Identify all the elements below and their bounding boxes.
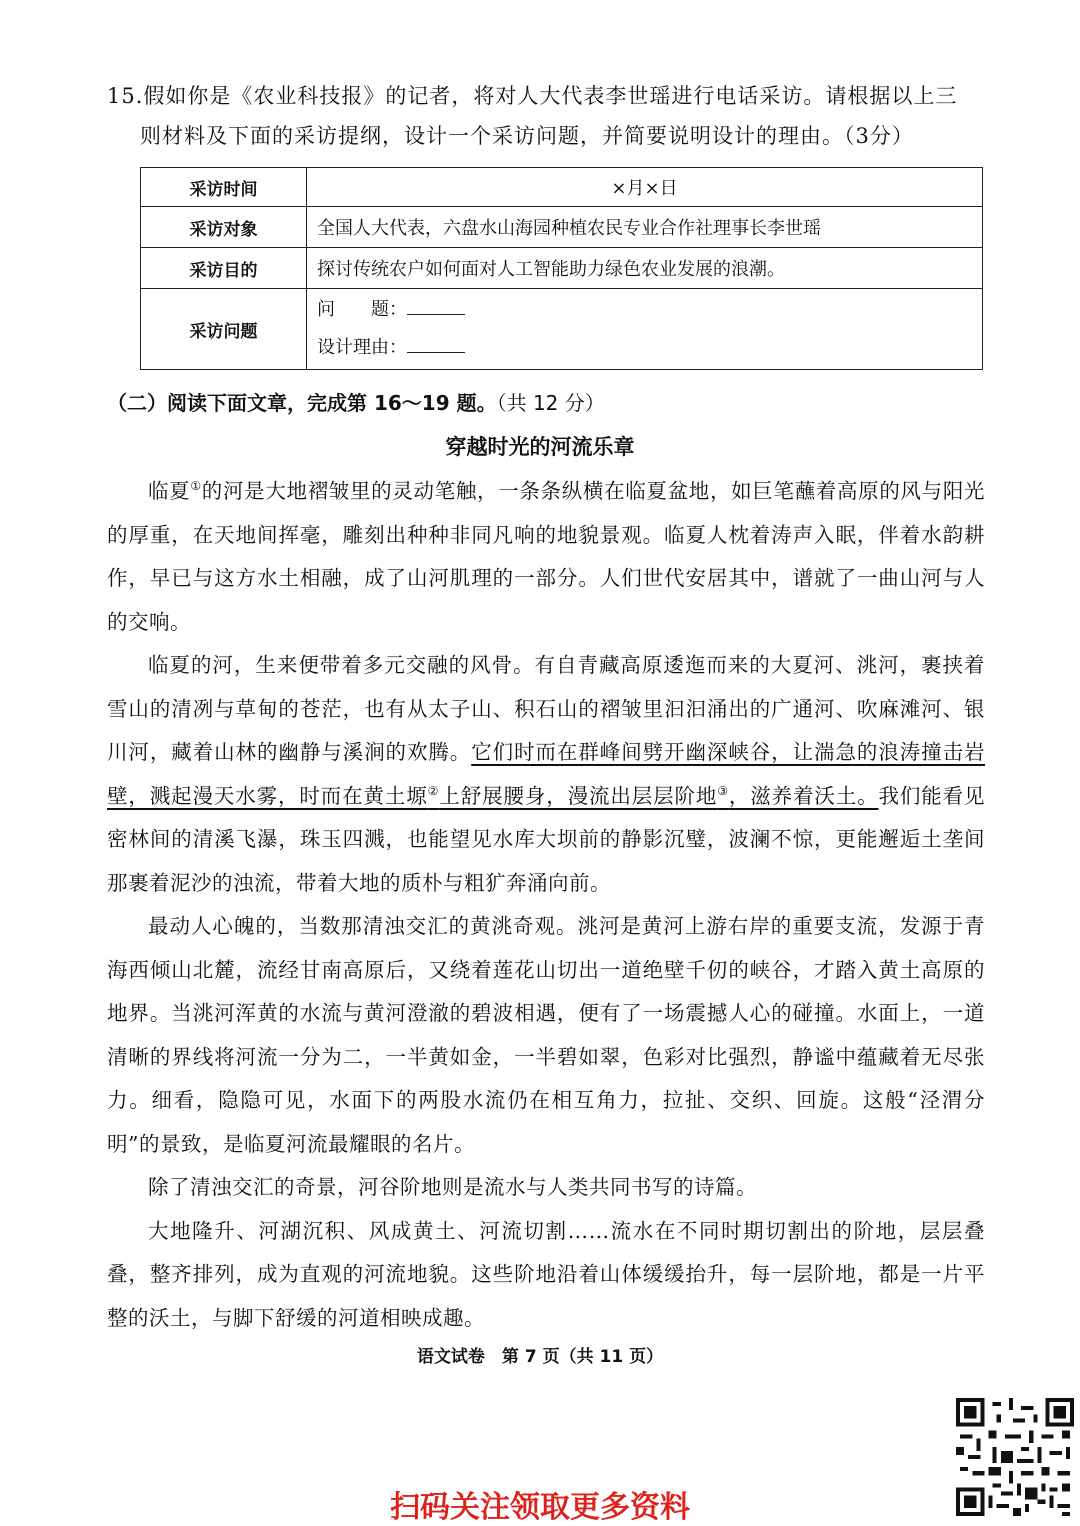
question-15-line1: 15.假如你是《农业科技报》的记者，将对人大代表李世瑶进行电话采访。请根据以上三 (107, 84, 958, 108)
row-label-time: 采访时间 (141, 168, 307, 207)
promo-text: 扫码关注领取更多资料 (390, 1490, 690, 1525)
row-label-question: 采访问题 (141, 289, 307, 370)
table-row (141, 168, 983, 207)
paragraph: 大地隆升、河湖沉积、风成黄土、河流切割……流水在不同时期切割出的阶地，层层叠叠，整齐排列，成为直观的河流地貌。这些阶地沿着山体缓缓抬升，每一层阶地，都是一片平整的沃土，与脚下舒缓的河道相映成趣。 (107, 1218, 985, 1330)
question-15-line2: 则材料及下面的采访提纲，设计一个采访问题，并简要说明设计的理由。（3分） (140, 124, 914, 148)
footnote-marker: ② (427, 783, 440, 798)
question-15 (107, 76, 987, 156)
text-run: 临夏的河，生来便带着多元交融的风骨。有自青藏高原逶迤而来的大夏河、洮河，裹挟着雪山的清冽与草甸的苍茫，也有从太子山、积石山的褶皱里汩汩涌出的广通河、吹麻滩河、银川河，藏着山林的幽静与溪涧的欢腾。 (107, 653, 985, 764)
text-run: 临夏 (148, 479, 191, 503)
section-heading (107, 387, 987, 419)
paragraph (107, 644, 985, 905)
table-row (141, 207, 983, 248)
row-label-subject: 采访对象 (141, 207, 307, 248)
article-title: 穿越时光的河流乐章 (445, 435, 635, 459)
reason-answer-blank[interactable] (407, 336, 465, 353)
section-score: （共 12 分） (496, 391, 605, 415)
footnote-marker: ① (190, 479, 202, 494)
article-body (107, 470, 985, 1340)
row-value-subject: 全国人大代表，六盘水山海园种植农民专业合作社理事长李世瑶 (307, 207, 983, 248)
reason-label: 设计理由： (317, 337, 407, 358)
text-run: ，滋养着沃土。 (728, 783, 879, 808)
table-row (141, 289, 983, 370)
interview-table (140, 167, 983, 370)
question-label: 问 题： (317, 299, 407, 320)
row-value-purpose: 探讨传统农户如何面对人工智能助力绿色农业发展的浪潮。 (307, 248, 983, 289)
paragraph: 除了清浊交汇的奇景，河谷阶地则是流水与人类共同书写的诗篇。 (148, 1175, 757, 1199)
row-label-purpose: 采访目的 (141, 248, 307, 289)
question-answer-blank[interactable] (407, 298, 465, 315)
text-run: 的河是大地褶皱里的灵动笔触，一条条纵横在临夏盆地，如巨笔蘸着高原的风与阳光的厚重，在天地间挥毫，雕刻出种种非同凡响的地貌景观。临夏人枕着涛声入眠，伴着水韵耕作，早已与这方水土相融，成了山河肌理的一部分。人们世代安居其中，谱就了一曲山河与人的交响。 (107, 479, 986, 634)
paragraph (107, 470, 985, 644)
section-prefix: （二）阅读下面文章，完成第 16～19 题。 (107, 391, 497, 415)
paragraph: 最动人心魄的，当数那清浊交汇的黄洮奇观。洮河是黄河上游右岸的重要支流，发源于青海西倾山北麓，流经甘南高原后，又绕着莲花山切出一道绝壁千仞的峡谷，才踏入黄土高原的地界。当洮河浑黄的水流与黄河澄澈的碧波相遇，便有了一场震撼人心的碰撞。水面上，一道清晰的界线将河流一分为二，一半黄如金，一半碧如翠，色彩对比强烈，静谧中蕴藏着无尽张力。细看，隐隐可见，水面下的两股水流仍在相互角力，拉扯、交织、回旋。这般“泾渭分明”的景致，是临夏河流最耀眼的名片。 (107, 914, 985, 1156)
text-run: 它们时而在群峰间劈开幽深峡谷，让湍急的浪涛撞击岩壁，溅起漫天水雾，时而在黄土塬 (107, 740, 986, 808)
text-run: 我们能看见密林间的清溪飞瀑，珠玉四溅，也能望见水库大坝前的静影沉璧，波澜不惊，更能邂逅土垄间那裹着泥沙的浊流，带着大地的质朴与粗犷奔涌向前。 (107, 783, 986, 895)
footnote-marker: ③ (717, 783, 729, 798)
page-footer: 语文试卷 第 7 页（共 11 页） (416, 1347, 664, 1367)
row-value-question (307, 289, 983, 370)
table-row (141, 248, 983, 289)
text-run: 上舒展腰身，漫流出层层阶地 (439, 783, 718, 808)
row-value-time: ×月×日 (307, 168, 983, 207)
